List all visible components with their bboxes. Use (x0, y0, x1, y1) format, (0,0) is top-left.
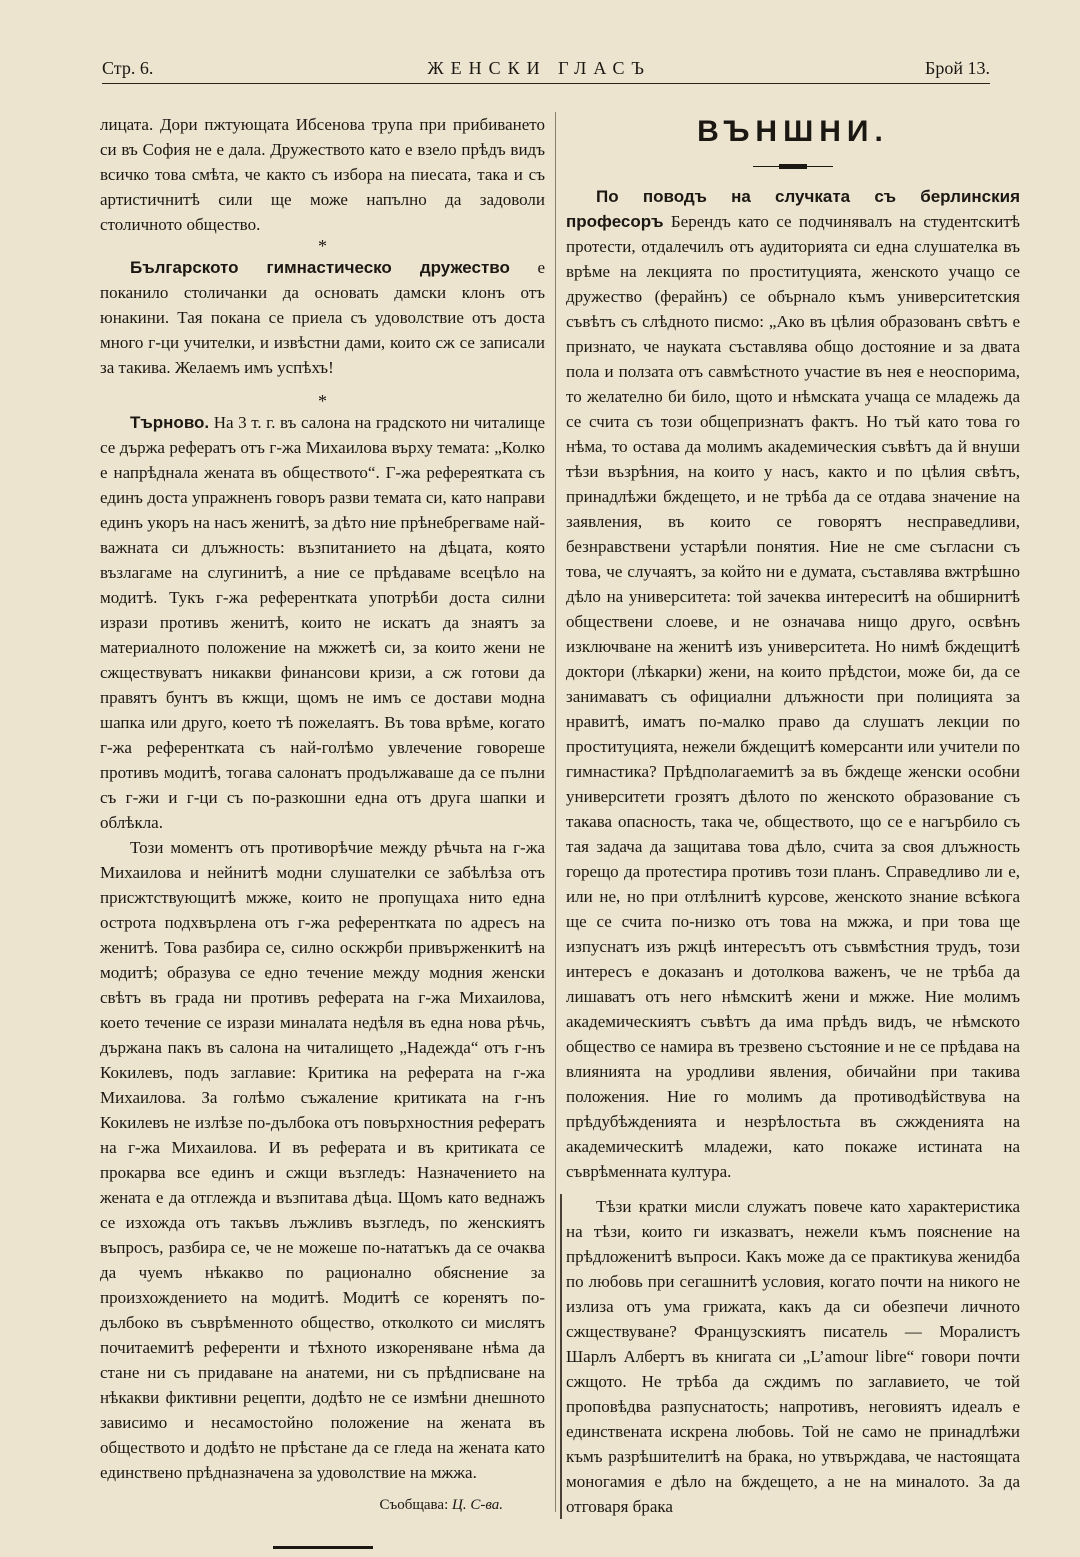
article-gymnastics-society (100, 255, 545, 380)
article-berlin-professor (566, 184, 1020, 1184)
separator-star: * (318, 236, 327, 256)
article-commentary: Тѣзи кратки мисли служатъ повече като характеристика на тѣзи, които ги изказватъ, нежели къмъ пояснение на прѣдложенитѣ въпроси. Какъ може да се практикува женидба по любовь при сегашнитѣ условия, когато почти на никого не излиза отъ ума грижата, какъ да си обезпечи личното сжществуване? Французскиятъ писатель — Моралистъ Шарлъ Албертъ въ книгата си „L’amour libre“ говори почти сжщото. Не трѣба да сждимъ по заглавието, че той проповѣдва разпуснатость; напротивъ, неговиятъ идеалъ е единствената искрена любовь. Той не само не принадлѣжи къмъ разрѣшителитѣ на брака, но утвърждава, че настоящата моногамия е дѣло на бждещето, а не на миналото. За да отговаря брака (560, 1194, 1020, 1519)
separator-star: * (318, 391, 327, 411)
article-body: е поканило столичанки да основать дамски клонъ отъ юнакини. Тая покана се приела съ удоволствие отъ доста много г-ци учителки, и извѣстни дами, които сж се записали за такива. Желаемъ имъ успѣхъ! (100, 258, 545, 377)
right-column (566, 112, 1020, 1519)
end-rule (273, 1546, 373, 1549)
section-rule (753, 164, 833, 170)
article-body: Берендъ като се подчинявалъ на студентскитѣ протести, отдалечилъ отъ аудиторията си една слушателка въ врѣме на лекцията по проституцията, женското учащо се дружество (ферайнъ) се обърнало къмъ университетския съвѣтъ съ слѣдното писмо: „Ако въ цѣлия образованъ свѣтъ е признато, че науката съставлява общо достояние и за двата пола и ползата отъ савмѣстното участие въ нея е неоспорима, то желателно би било, щото и нѣмската учаща се младежь да се счита съ този общепризнатъ фактъ. Но тъй като това го нѣма, то остава да молимъ академическия съвѣтъ да й внуши тѣзи възрѣния, на които у насъ, както и по цѣлия свѣтъ, принадлѣжи бждещето, и не трѣба да се отдава значение на заявления, въ които се говорятъ несправедливи, безнравствени устарѣли понятия. Ние не сме съгласни съ това, че случаятъ, за който ни е думата, съставлява вжтрѣшно дѣло на университета: той зачеква интереситѣ на обширнитѣ обществени слоеве, и не означава нищо друго, освѣнъ изключване на женитѣ изъ университета. Но нимѣ бждещитѣ доктори (лѣкарки) жени, на които прѣдстои, може би, да се занимаватъ съ официални длъжности при полицията за нравитѣ, иматъ по-малко право да слушатъ лекции по проституцията, нежели бждещитѣ комерсанти или учители по гимнастика? Прѣдполагаемитѣ за въ бждеще женски особни университети грозятъ дѣлото по женското образование съ такава опасность, така че, обществото, що се е нагърбило съ тая задача да защитава това дѣло, счита за своя длъжность горещо да протестира противъ този планъ. Справедливо ли е, или не, но при отлѣлнитѣ курсове, женското знание всѣкога ще се счита по-низко отъ това на мжжа, и при това ще изпуснатъ изъ ржцѣ интересътъ отъ съвмѣстния трудъ, този интересъ е доказанъ и дотолкова важенъ, че не трѣба да лишаватъ отъ него нѣмскитѣ жени и мжже. Ние молимъ академическиятъ съвѣтъ да има прѣдъ видъ, че нѣмското общество се намира въ трезвено състояние и не се прѣдава на влиянията на уродливи явления, обичайни при такива положения. Ние го молимъ да противодѣйствува на прѣдубѣжденията и незрѣлостьта въ сжжденията на академическитѣ младежи, като покаже истината на съврѣменната култура. (566, 212, 1020, 1181)
column-divider (555, 112, 556, 1512)
article-heading: Търново. (130, 413, 210, 432)
signature-name: Ц. С-ва. (452, 1497, 503, 1513)
page-number: Стр. 6. (102, 58, 154, 78)
section-title: ВЪНШНИ. (697, 115, 889, 148)
page-header (102, 54, 990, 84)
signature (100, 1493, 545, 1518)
article-tarnovo-cont: Този моментъ отъ противорѣчие между рѣчьта на г-жа Михаилова и нейнитѣ модни слушателки се забѣлѣза отъ присжтствующитѣ мжже, които не пропущаха нито една острота подхвърлена отъ г-жа референтката по адресъ на женитѣ. Това разбира се, силно оскжрби привърженкитѣ на модитѣ; образува се едно течение между модния женски свѣтъ въ града ни противъ реферата на г-жа Михаилова, което течение се изрази миналата недѣля въ една нова рѣчь, държана пакъ въ салона на читалището „Надежда“ отъ г-нъ Кокилевъ, подъ заглавие: Критика на реферата на г-жа Михаилова. За голѣмо съжаление критиката на г-нъ Кокилевъ не излѣзе по-дълбока отъ повърхностния рефератъ на г-жа Михаилова. И въ реферата и въ критиката се прокарва все единъ и сжщи възгледъ: Назначението на жената е да отглежда и възпитава дѣца. Щомъ като веднажъ се изхожда отъ такъвъ лъжливъ възгледъ, по женскиятъ въпросъ, разбира се, че не можеше по-нататъкъ да се очаква да чуемъ нѣкакво по рационално обяснение за произхождението на модитѣ. Модитѣ се коренятъ по-дълбоко въ съврѣменното общество, отколкото си мислятъ почитаемитѣ референти и тѣхното изкореняване нѣма да стане ни съ придаване на анатеми, ни съ прѣдписване на нѣкакви фиктивни рецепти, додѣто не се измѣни днешното зависимо и несамостойно положение на жената въ обществото и додѣто не прѣстане да се гледа на жената като единствено прѣдназначена за удоволствие на мжжа. (100, 838, 545, 1482)
left-column (100, 112, 545, 1549)
article-tarnovo (100, 410, 545, 835)
article-heading: Българското гимнастическо дружество (130, 258, 510, 277)
signature-label: Съобщава: (379, 1497, 449, 1513)
article-continuation: лицата. Дори пжтующата Ибсенова трупа при прибиването си въ София не е дала. Дружеството като е взело прѣдъ видъ всичко това смѣта, че както съ избора на пиесата, така и съ артистичнитѣ сили ще може напълно да задоволи столичното общество. (100, 115, 545, 234)
article-heading: По поводъ на случката съ берлинския професоръ (566, 187, 1020, 231)
article-body: На 3 т. г. въ салона на градското ни читалище се държа рефератъ отъ г-жа Михаилова върху темата: „Колко е напрѣднала жената въ обществото“. Г-жа рефереятката съ единъ доста упражненъ говоръ разви темата си, като направи единъ укоръ на насъ женитѣ, за дѣто ние прѣнебрегваме най-важната си длъжность: възпитанието на дѣцата, която възлагаме на слугинитѣ, а ние се прѣдаваме всецѣло на модитѣ. Тукъ г-жа референтката употрѣби доста силни изрази противъ женитѣ, които не искатъ да знаятъ за материалното положение на мжжетѣ си, за които жени не сжществуватъ никакви финансови кризи, а сж готови да правятъ бунтъ въ кжщи, щомъ не имъ се достави модна шапка или друго, което тѣ пожелаятъ. Въ това врѣме, когато г-жа референтката съ най-голѣмо увлечение говореше противъ модитѣ, тогава салонатъ продължаваше да се пълни съ г-жи и г-ци съ по-разкошни една отъ друга шапки и облѣкла. (100, 413, 545, 832)
issue-number: Брой 13. (925, 58, 990, 78)
newspaper-title: ЖЕНСКИ ГЛАСЪ (427, 58, 651, 78)
